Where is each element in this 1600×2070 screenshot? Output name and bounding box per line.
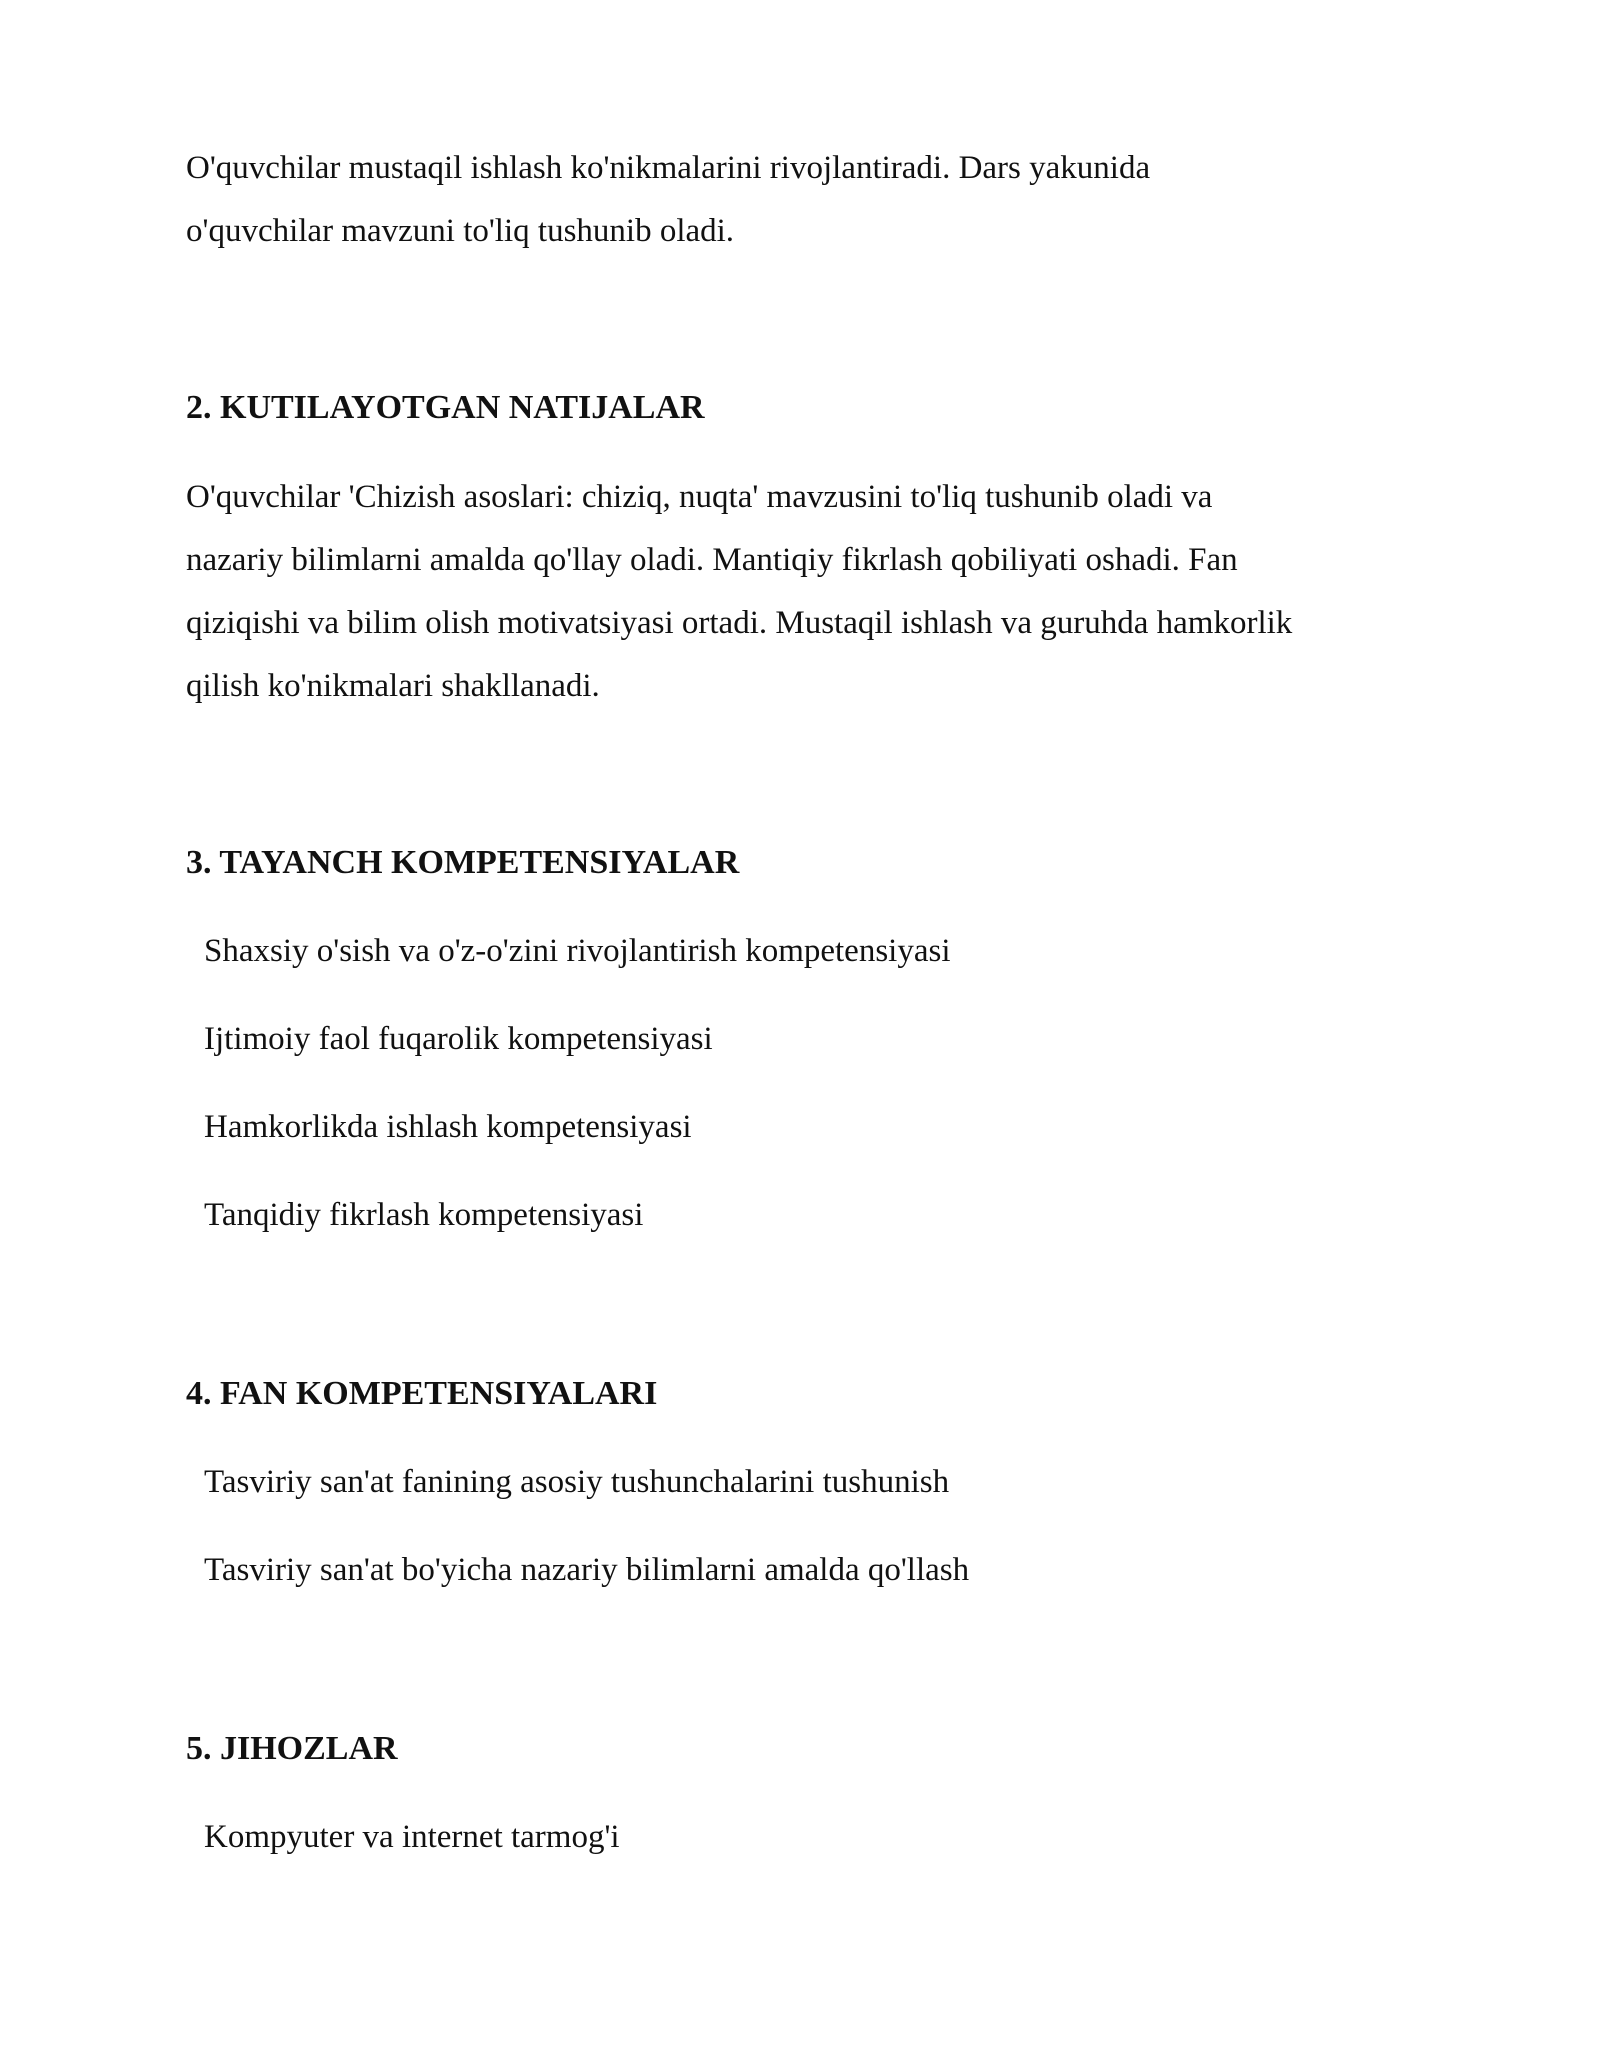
paragraph-line: O'quvchilar 'Chizish asoslari: chiziq, nuqta' mavzusini to'liq tushunib oladi va <box>186 479 1213 515</box>
list-item: Hamkorlikda ishlash kompetensiyasi <box>204 1109 692 1145</box>
paragraph-line: qiziqishi va bilim olish motivatsiyasi ortadi. Mustaqil ishlash va guruhda hamkorlik <box>186 605 1293 641</box>
paragraph-line: nazariy bilimlarni amalda qo'llay oladi. Mantiqiy fikrlash qobiliyati oshadi. Fan <box>186 542 1238 578</box>
intro-line: o'quvchilar mavzuni to'liq tushunib oladi. <box>186 213 735 249</box>
section-heading-expected-results: 2. KUTILAYOTGAN NATIJALAR <box>186 389 705 426</box>
list-item: Tasviriy san'at fanining asosiy tushunchalarini tushunish <box>204 1464 950 1500</box>
list-item: Tanqidiy fikrlash kompetensiyasi <box>204 1197 644 1233</box>
intro-line: O'quvchilar mustaqil ishlash ko'nikmalarini rivojlantiradi. Dars yakunida <box>186 150 1151 186</box>
list-item: Tasviriy san'at bo'yicha nazariy bilimlarni amalda qo'llash <box>204 1552 970 1588</box>
section-heading-equipment: 5. JIHOZLAR <box>186 1730 398 1767</box>
paragraph-line: qilish ko'nikmalari shakllanadi. <box>186 668 600 704</box>
section-heading-subject-competencies: 4. FAN KOMPETENSIYALARI <box>186 1375 658 1412</box>
list-item: Ijtimoiy faol fuqarolik kompetensiyasi <box>204 1021 713 1057</box>
list-item: Kompyuter va internet tarmog'i <box>204 1819 620 1855</box>
section-heading-core-competencies: 3. TAYANCH KOMPETENSIYALAR <box>186 844 740 881</box>
list-item: Shaxsiy o'sish va o'z-o'zini rivojlantirish kompetensiyasi <box>204 933 951 969</box>
